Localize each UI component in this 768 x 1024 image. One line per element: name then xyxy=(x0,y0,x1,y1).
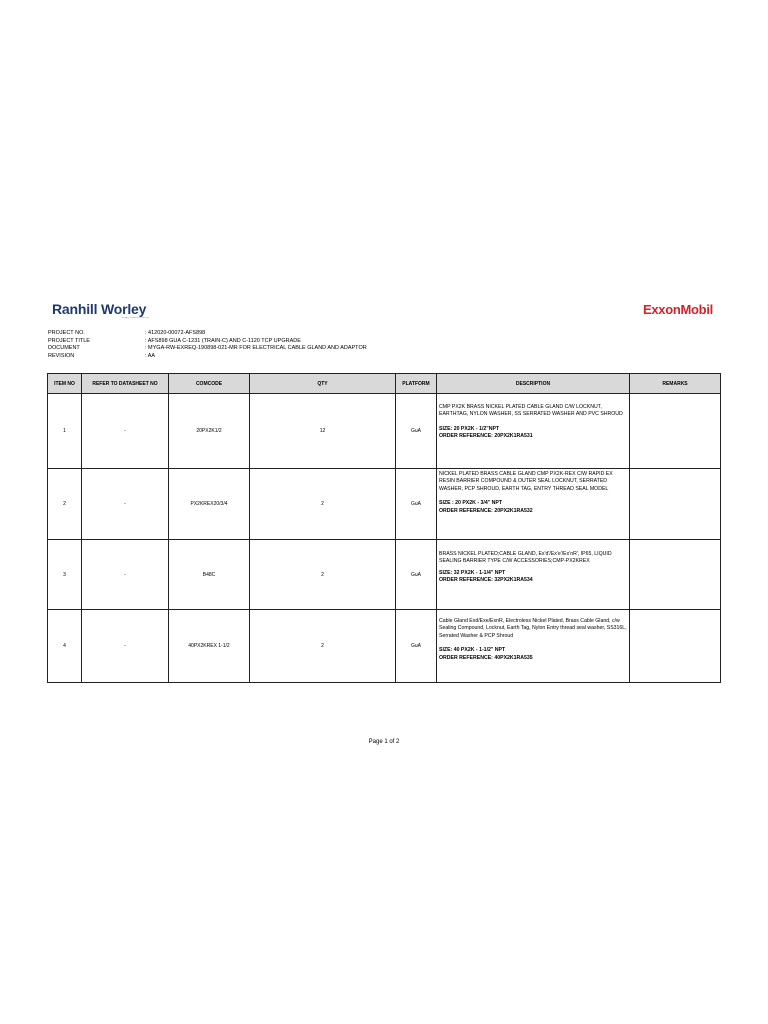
header-item-no: ITEM NO xyxy=(48,374,82,394)
description-text: Cable Gland Exd/Exe/ExnR, Electroless Nickel Plated, Brass Cable Gland, c/w Sealing Compound, Locknut, Earth Tag, Nylon Entry thread seal washer, SS316L, Serrated Washer & PCP Shroud xyxy=(439,618,627,639)
header-remarks: REMARKS xyxy=(630,374,721,394)
cell-datasheet: - xyxy=(82,610,169,683)
revision-value: : AA xyxy=(145,352,156,359)
cell-item-no: 1 xyxy=(48,394,82,469)
cell-description xyxy=(437,610,630,683)
description-order-ref: ORDER REFERENCE: 20PX2K1RA532 xyxy=(439,507,533,514)
cell-comcode: PX2KREX20/3/4 xyxy=(169,469,250,540)
ranhill-worley-logo xyxy=(52,302,149,320)
description-size: SIZE: 20 PX2K - 1/2"NPT xyxy=(439,425,500,432)
cell-datasheet: - xyxy=(82,540,169,610)
project-title-value: : AFS898 GUA C-1231 (TRAIN-C) AND C-1120 TCP UPGRADE xyxy=(145,337,301,344)
description-size: SIZE : 20 PX2K - 3/4" NPT xyxy=(439,500,502,507)
cell-item-no: 2 xyxy=(48,469,82,540)
cell-remarks xyxy=(630,394,721,469)
description-size: SIZE: 32 PX2K - 1-1/4" NPT xyxy=(439,569,506,576)
description-order-ref: ORDER REFERENCE: 40PX2K1RA535 xyxy=(439,654,533,661)
exxonmobil-logo xyxy=(643,303,713,317)
document-value: : MYGA-RW-EXREQ-190898-021-MR FOR ELECTRICAL CABLE GLAND AND ADAPTOR xyxy=(145,345,367,351)
cell-platform: GuA xyxy=(396,610,437,683)
table-row xyxy=(48,610,721,683)
description-text: CMP PX2K BRASS NICKEL PLATED CABLE GLAND C/W LOCKNUT, EARTHTAG, NYLON WASHER, SS SERRATED WASHER AND PVC SHROUD xyxy=(439,404,623,418)
material-requisition-table xyxy=(47,373,721,683)
cell-comcode: 40PX2KREX 1-1/2 xyxy=(169,610,250,683)
cell-qty: 2 xyxy=(250,610,396,683)
project-no-label: PROJECT NO. xyxy=(48,330,85,336)
header-datasheet: REFER TO DATASHEET NO xyxy=(82,374,169,394)
table-row xyxy=(48,394,721,469)
cell-comcode: B48C xyxy=(169,540,250,610)
header-platform: PLATFORM xyxy=(396,374,437,394)
cell-platform: GuA xyxy=(396,394,437,469)
header-qty: QTY xyxy=(250,374,396,394)
description-text: NICKEL PLATED BRASS CABLE GLAND CMP PX2K-REX C/W RAPID EX RESIN BARRIER COMPOUND & OUTER SEAL LOCKNUT, SERRATED WASHER, PCP SHROUD, EARTH TAG, ENTRY THREAD SEAL MODEL xyxy=(439,471,613,492)
ranhill-worley-tagline: energy | chemicals | resources xyxy=(122,317,150,319)
cell-remarks xyxy=(630,540,721,610)
project-no-row xyxy=(48,330,528,338)
cell-description xyxy=(437,540,630,610)
cell-qty: 2 xyxy=(250,540,396,610)
project-title-row xyxy=(48,338,528,346)
revision-label: REVISION xyxy=(48,352,75,359)
description-size: SIZE: 40 PX2K - 1-1/2" NPT xyxy=(439,647,506,654)
cell-datasheet: - xyxy=(82,469,169,540)
ranhill-worley-wordmark: Ranhill Worley xyxy=(52,301,147,317)
description-order-ref: ORDER REFERENCE: 32PX2K1RA534 xyxy=(439,577,533,584)
table-row xyxy=(48,469,721,540)
table-header-row xyxy=(48,374,721,394)
project-title-label: PROJECT TITLE xyxy=(48,337,90,344)
exxonmobil-wordmark: ExxonMobil xyxy=(643,302,713,317)
header-description: DESCRIPTION xyxy=(437,374,630,394)
document-label: DOCUMENT xyxy=(48,345,80,351)
cell-platform: GuA xyxy=(396,469,437,540)
cell-datasheet: - xyxy=(82,394,169,469)
cell-description xyxy=(437,469,630,540)
cell-platform: GuA xyxy=(396,540,437,610)
description-order-ref: ORDER REFERENCE: 20PX2K1RA531 xyxy=(439,433,533,440)
description-text: BRASS NICKEL PLATED;CABLE GLAND, Ex'd'/Ex'e'/Ex'nR', IP65, LIQUID SEALING BARRIER TYPE C/W ACCESSORIES;CMP-PX2KREX xyxy=(439,551,612,565)
cell-item-no: 4 xyxy=(48,610,82,683)
cell-remarks xyxy=(630,610,721,683)
cell-qty: 2 xyxy=(250,469,396,540)
cell-item-no: 3 xyxy=(48,540,82,610)
table-row xyxy=(48,540,721,610)
cell-remarks xyxy=(630,469,721,540)
document-row xyxy=(48,345,528,353)
project-no-value: : 412020-00072-AFS898 xyxy=(145,330,206,336)
project-info xyxy=(48,330,528,360)
cell-qty: 12 xyxy=(250,394,396,469)
revision-row xyxy=(48,353,528,361)
cell-comcode: 20PX2K1/2 xyxy=(169,394,250,469)
cell-description xyxy=(437,394,630,469)
page-number: Page 1 of 2 xyxy=(368,739,400,745)
header-comcode: COMCODE xyxy=(169,374,250,394)
